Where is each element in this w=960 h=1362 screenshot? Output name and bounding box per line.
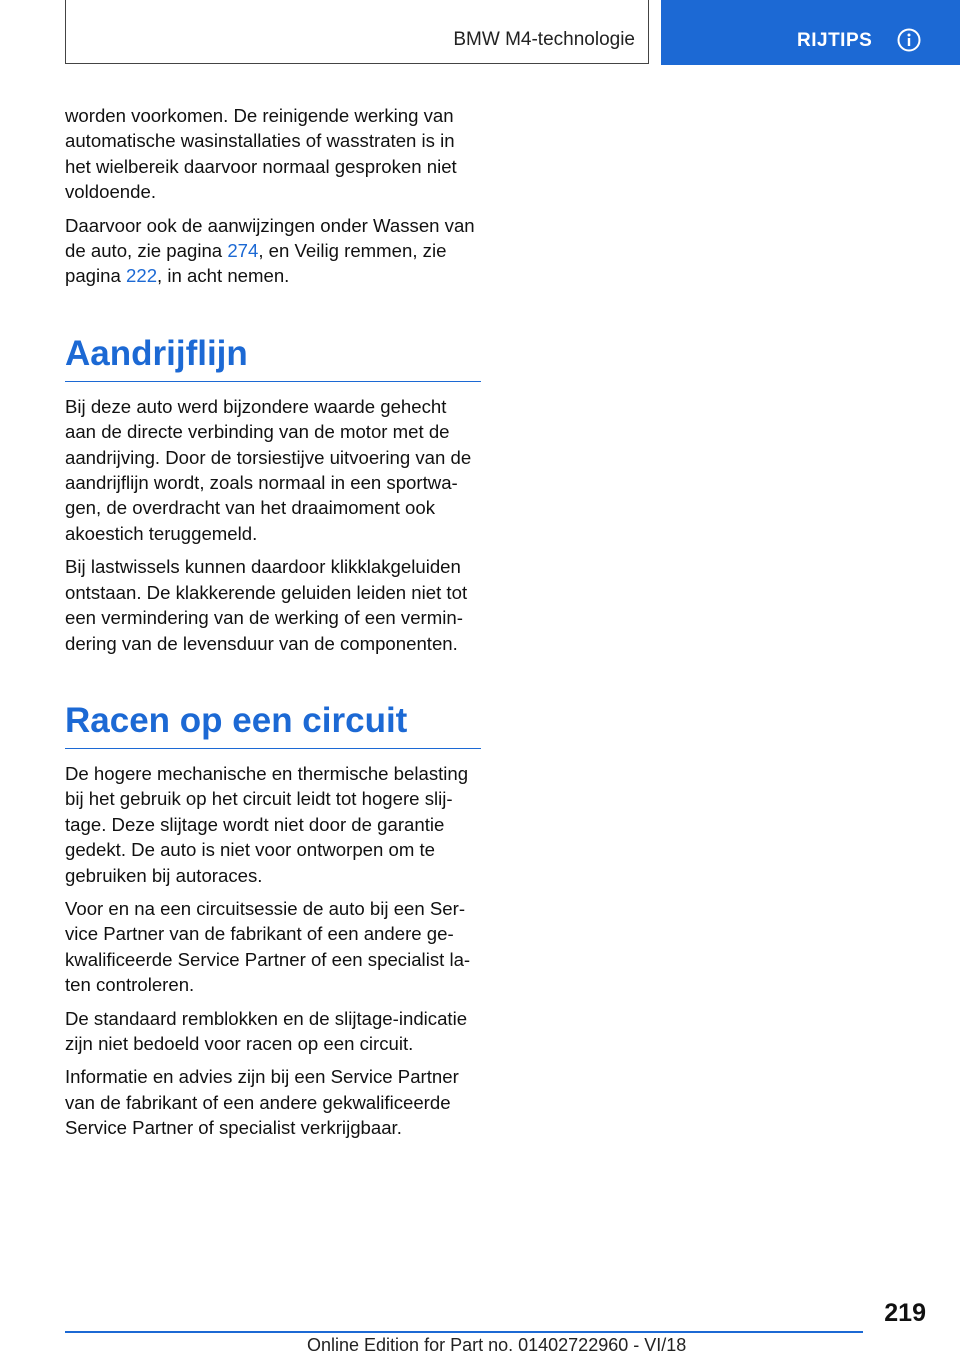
page-content — [65, 103, 481, 1149]
page-number: 219 — [884, 1299, 926, 1327]
page-link-222[interactable]: 222 — [126, 265, 158, 287]
paragraph-with-links — [65, 213, 481, 289]
paragraph: Informatie en advies zijn bij een Service Partner van de fabrikant of een andere gekwalificeerde Service Partner of specialist verkrijgbaar. — [65, 1066, 459, 1139]
chapter-label: RIJTIPS — [797, 30, 873, 51]
paragraph: De standaard remblokken en de slijtage-indicatie zijn niet bedoeld voor racen op een circuit. — [65, 1007, 468, 1054]
footer-divider — [65, 1331, 863, 1333]
info-icon[interactable] — [897, 28, 921, 52]
paragraph: De hogere mechanische en thermische belasting bij het gebruik op het circuit leidt tot hogere slijtage. Deze slijtage wordt niet door de garantie gedekt. De auto is niet voor ontworpen om te gebruiken bij autoraces. — [65, 762, 469, 886]
text-span: Daarvoor ook de aanwijzingen onder Wassen van de auto, zie pagina — [65, 214, 475, 262]
page-link-274[interactable]: 274 — [227, 240, 259, 262]
paragraph: Voor en na een circuitsessie de auto bij een Service Partner van de fabrikant of een andere gekwalificeerde Service Partner of een specialist laten controleren. — [65, 897, 471, 996]
header-title-box — [65, 0, 649, 64]
text-span: , en Veilig remmen, zie pagina — [65, 240, 447, 287]
section-title-aandrijflijn: Aandrijflijn — [65, 333, 481, 382]
footer-edition: Online Edition for Part no. 01402722960 - VI/18 — [307, 1335, 687, 1355]
chapter-tab[interactable] — [661, 0, 960, 65]
text-span: , in acht nemen. — [157, 265, 290, 287]
paragraph: Bij lastwissels kunnen daardoor klikklakgeluiden ontstaan. De klakkerende geluiden leiden niet tot een vermindering van de werking of een vermindering van de levensduur van de componenten. — [65, 556, 468, 654]
paragraph: worden voorkomen. De reinigende werking van automatische wasinstallaties of wasstraten is in het wielbereik daarvoor normaal gesproken niet voldoende. — [65, 105, 457, 203]
document-title: BMW M4-technologie — [453, 29, 635, 50]
section-title-racen-op-een-circuit: Racen op een circuit — [65, 700, 481, 749]
paragraph: Bij deze auto werd bijzondere waarde gehecht aan de directe verbinding van de motor met de aandrijving. Door de torsiestijve uitvoering van de aandrijflijn wordt, zoals normaal in een sportwagen, de overdracht van het draaimoment ook akoestich teruggemeld. — [65, 395, 472, 544]
